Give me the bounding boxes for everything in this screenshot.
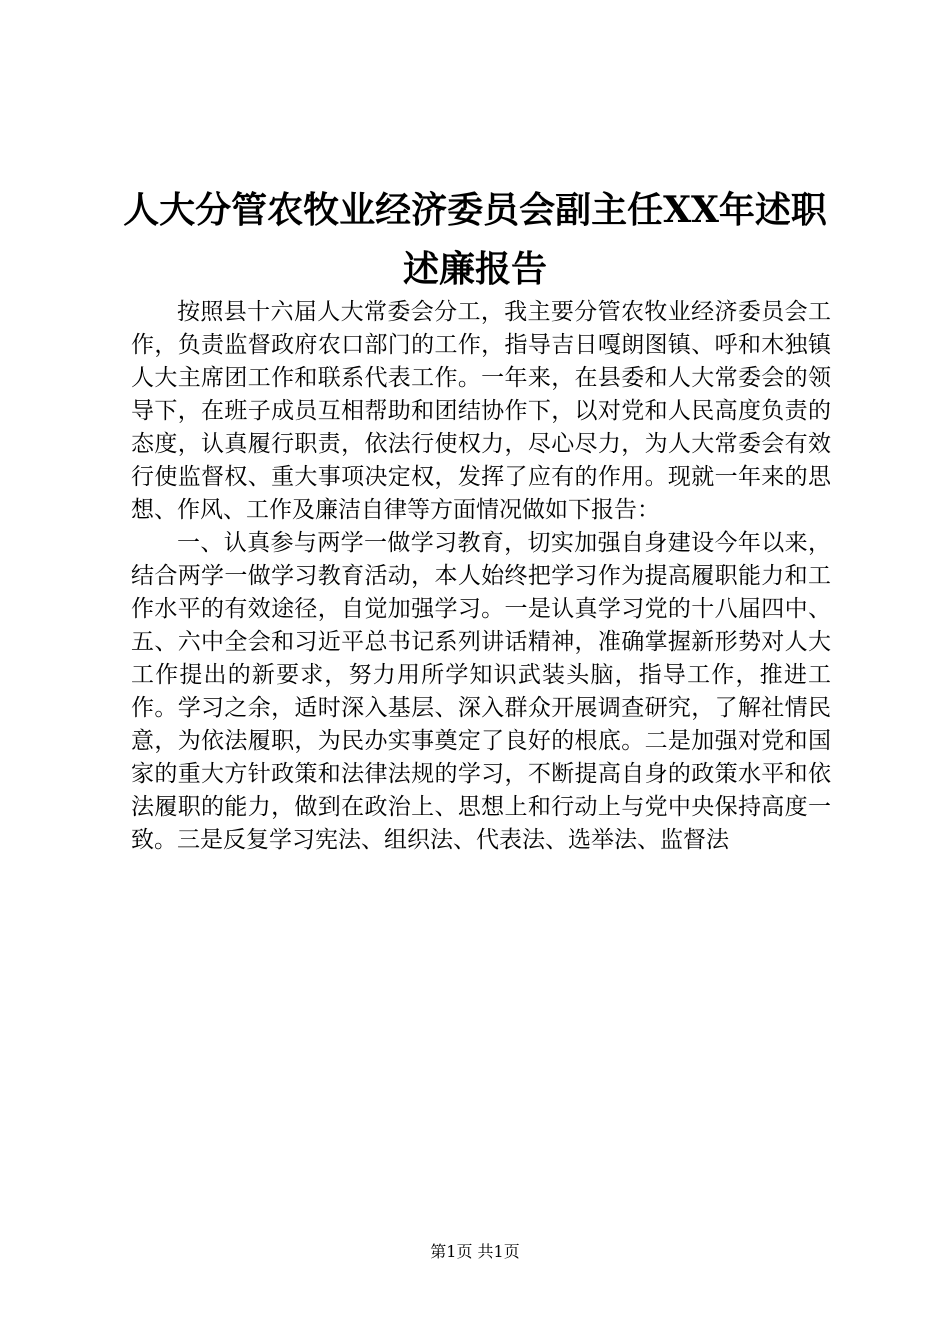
page-footer: 第1页 共1页 <box>430 1242 520 1261</box>
body-paragraph-1: 按照县十六届人大常委会分工，我主要分管农牧业经济委员会工作，负责监督政府农口部门的工作，指导吉日嘎朗图镇、呼和木独镇人大主席团工作和联系代表工作。一年来，在县委和人大常委会的领导下，在班子成员互相帮助和团结协作下，以对党和人民高度负责的态度，认真履行职责，依法行使权力，尽心尽力，为人大常委会有效行使监督权、重大事项决定权，发挥了应有的作用。现就一年来的思想、作风、工作及廉洁自律等方面情况做如下报告： <box>131 299 831 523</box>
body-paragraph-2: 一、认真参与两学一做学习教育，切实加强自身建设今年以来，结合两学一做学习教育活动，本人始终把学习作为提高履职能力和工作水平的有效途径，自觉加强学习。一是认真学习党的十八届四中、五、六中全会和习近平总书记系列讲话精神，准确掌握新形势对人大工作提出的新要求，努力用所学知识武装头脑，指导工作，推进工作。学习之余，适时深入基层、深入群众开展调查研究，了解社情民意，为依法履职，为民办实事奠定了良好的根底。二是加强对党和国家的重大方针政策和法律法规的学习，不断提高自身的政策水平和依法履职的能力，做到在政治上、思想上和行动上与党中央保持高度一致。三是反复学习宪法、组织法、代表法、选举法、监督法 <box>131 530 831 853</box>
document-title-line-1: 人大分管农牧业经济委员会副主任XX年述职 <box>123 189 827 231</box>
document-title-line-2: 述廉报告 <box>402 248 547 290</box>
document-body <box>131 296 831 857</box>
